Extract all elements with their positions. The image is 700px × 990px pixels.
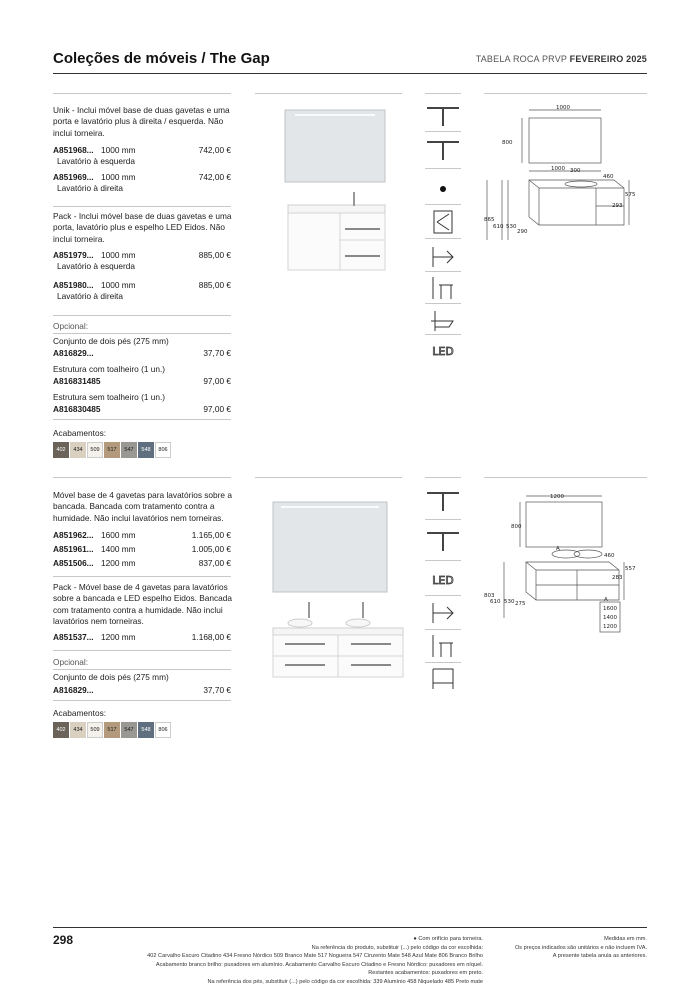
- item-ref: A816831485: [53, 376, 101, 386]
- item-price: 1.165,00 €: [191, 530, 231, 540]
- finish-swatch: [53, 442, 69, 458]
- item-price: 37,70 €: [203, 348, 231, 358]
- size-option: 1200: [603, 624, 617, 630]
- mirror-shape: [285, 110, 385, 182]
- finish-code: 806: [158, 447, 168, 453]
- s2-rule-drawing: [484, 477, 647, 478]
- item-price: 97,00 €: [203, 376, 231, 386]
- wall-hung-basin-icon: [425, 489, 461, 515]
- finish-code: 547: [124, 727, 134, 733]
- footer-note: Acabamento branco brilho: puxadores em alumínio. Acabamento Carvalho Escuro Citadino e Fresno Nórdico: puxadores em níquel.: [155, 961, 483, 968]
- footer-legal: [487, 935, 647, 961]
- item-ref: A816829...: [53, 685, 94, 695]
- item-ref: A851506...: [53, 558, 94, 568]
- faucet-shape: [308, 602, 310, 618]
- item-price: 1.168,00 €: [191, 632, 231, 642]
- footer-note: A presente tabela anula as anteriores.: [552, 953, 647, 959]
- s2-item-row: [53, 544, 231, 556]
- item-price: 1.005,00 €: [191, 544, 231, 554]
- finish-code: 434: [73, 727, 83, 733]
- s2-pack-row: [53, 632, 231, 644]
- dim-label: 610: [490, 599, 501, 605]
- basin-shape: [288, 619, 312, 627]
- dim-label: 1000: [556, 105, 570, 111]
- s2-intro: Móvel base de 4 gavetas para lavatórios sobre a bancada. Bancada com tratamento contra a humidade. Não inclui lavatórios nem torneiras.: [53, 490, 232, 523]
- item-ref: A851969...: [53, 172, 94, 182]
- dim-label: 290: [517, 229, 528, 235]
- s1-optional-row: [53, 348, 231, 360]
- catalog-reference-date: FEVEREIRO 2025: [569, 54, 647, 64]
- s1-finishes-label: Acabamentos:: [53, 428, 107, 438]
- svg-text:LED: LED: [432, 345, 454, 358]
- item-price: 37,70 €: [203, 685, 231, 695]
- finish-code: 402: [56, 447, 66, 453]
- optional-desc: Conjunto de dois pés (275 mm): [53, 672, 169, 682]
- faucet-shape: [362, 602, 364, 618]
- page-number: 298: [53, 933, 74, 947]
- s1-item-row: [53, 172, 231, 194]
- header-rule: [53, 73, 647, 74]
- s1-pack-row: [53, 280, 231, 302]
- item-ref: A816829...: [53, 348, 94, 358]
- s1-divider: [53, 206, 231, 207]
- item-price: 885,00 €: [198, 280, 231, 290]
- dim-label: A: [556, 546, 560, 552]
- s2-finishes-label: Acabamentos:: [53, 708, 107, 718]
- dim-label: 530: [506, 224, 517, 230]
- cabinet-shape: [288, 213, 385, 270]
- item-ref: A816830485: [53, 404, 101, 414]
- drawer-handle: [345, 255, 380, 257]
- dim-label: 800: [511, 524, 522, 530]
- item-dimension: 1000 mm: [101, 280, 136, 290]
- dim-label: 460: [604, 553, 615, 559]
- floor-standing-legs-icon: [425, 633, 461, 659]
- finish-swatch: [53, 722, 69, 738]
- s2-rule-photo: [255, 477, 402, 478]
- dim-label: 293: [612, 203, 623, 209]
- s1-rule-text: [53, 93, 231, 94]
- s2-divider: [53, 650, 231, 651]
- finish-swatch: [155, 722, 171, 738]
- dim-label: 803: [484, 593, 495, 599]
- finish-swatch: [121, 442, 137, 458]
- optional-desc: Conjunto de dois pés (275 mm): [53, 336, 169, 346]
- cabinet-outline: [526, 562, 619, 600]
- finish-swatch: [155, 442, 171, 458]
- item-ref: A851979...: [53, 250, 94, 260]
- finish-code: 517: [107, 727, 117, 733]
- s2-optional-row: [53, 685, 231, 697]
- s2-item-row: [53, 558, 231, 570]
- footer-note: Na referência do produto, substituir (...) pelo código da cor escolhida:: [311, 944, 483, 951]
- item-variant: Lavatório à esquerda: [57, 156, 135, 166]
- drawer-handle: [351, 643, 391, 645]
- basin-profile-icon: [425, 307, 461, 333]
- footer-note: Medidas em mm.: [604, 936, 647, 942]
- s1-rule-icons: [425, 93, 461, 94]
- s1-divider: [53, 419, 231, 420]
- footer-note: Os preços indicados são unitários e não incluem IVA.: [514, 944, 647, 951]
- mirror-outline: [526, 502, 602, 547]
- wall-mounted-cabinet-icon: [425, 243, 461, 269]
- mirror-led-strip: [281, 506, 379, 508]
- item-variant: Lavatório à esquerda: [57, 261, 135, 271]
- item-ref: A851968...: [53, 145, 94, 155]
- dim-label: 530: [504, 599, 515, 605]
- finish-swatch: [70, 442, 86, 458]
- item-ref: A851980...: [53, 280, 94, 290]
- item-price: 742,00 €: [198, 172, 231, 182]
- s1-divider: [53, 333, 231, 334]
- catalog-reference-prefix: TABELA ROCA PRVP: [475, 54, 570, 64]
- wall-mounted-cabinet-icon: [425, 599, 461, 625]
- footer-note: 402 Carvalho Escuro Citadino 434 Fresno Nórdico 509 Branco Mate 517 Nogueira 547 Cinzento Mate 548 Azul Mate 806 Branco Brilho: [147, 953, 483, 959]
- item-variant: Lavatório à direita: [57, 183, 123, 193]
- item-price: 742,00 €: [198, 145, 231, 155]
- item-ref: A851961...: [53, 544, 94, 554]
- finish-swatch: [138, 722, 154, 738]
- finish-swatch: [87, 722, 103, 738]
- finish-swatch: [121, 722, 137, 738]
- finish-swatch: [104, 442, 120, 458]
- item-variant: Lavatório à direita: [57, 291, 123, 301]
- item-dimension: 1200 mm: [101, 632, 136, 642]
- mirror-shape: [273, 502, 387, 592]
- finish-code: 548: [141, 447, 151, 453]
- s1-product-image: [255, 100, 405, 280]
- optional-desc: Estrutura com toalheiro (1 un.): [53, 364, 166, 374]
- finish-code: 402: [56, 727, 66, 733]
- s2-pack-intro: Pack - Móvel base de 4 gavetas para lavatórios sobre a bancada e LED espelho Eidos. Bancada com tratamento contra a humidade. Não inclui lavatórios nem torneiras.: [53, 582, 232, 627]
- s1-technical-drawing: [484, 100, 647, 280]
- basin-top-shape: [288, 205, 385, 213]
- s2-optional-label: Opcional:: [53, 657, 89, 667]
- finish-code: 509: [90, 727, 100, 733]
- item-dimension: 1600 mm: [101, 530, 136, 540]
- finish-code: 509: [90, 447, 100, 453]
- finish-swatch: [87, 442, 103, 458]
- countertop-basin-icon: [425, 138, 461, 164]
- s2-finish-swatches: [53, 722, 171, 738]
- dim-label: 800: [502, 140, 513, 146]
- dim-label: 300: [570, 168, 581, 174]
- footer-rule: [53, 927, 647, 928]
- dim-label: 275: [515, 601, 526, 607]
- footer-note: Restantes acabamentos: puxadores em preto.: [368, 970, 483, 976]
- s2-divider: [53, 700, 231, 701]
- item-dimension: 1200 mm: [101, 558, 136, 568]
- s1-rule-drawing: [484, 93, 647, 94]
- item-dimension: 1000 mm: [101, 145, 136, 155]
- dim-label: 610: [493, 224, 504, 230]
- basin-shape: [346, 619, 370, 627]
- s2-technical-drawing: [484, 490, 647, 640]
- s2-product-image: [255, 490, 405, 685]
- dim-label: 865: [484, 217, 495, 223]
- s1-optional-row: [53, 376, 231, 388]
- size-option: 1400: [603, 615, 617, 621]
- s2-rule-icons: [425, 477, 461, 478]
- dim-label: 283: [612, 575, 623, 581]
- led-icon: [425, 567, 461, 593]
- catalog-reference: [476, 54, 647, 64]
- wall-hung-basin-icon: [425, 104, 461, 130]
- item-price: 837,00 €: [198, 558, 231, 568]
- finish-swatch: [70, 722, 86, 738]
- s1-pack-intro: Pack - Inclui móvel base de duas gavetas e uma porta, lavatório plus e espelho LED Eidos. Não inclui torneira.: [53, 211, 232, 244]
- drawer-handle: [285, 643, 325, 645]
- finish-code: 548: [141, 727, 151, 733]
- item-ref: A851537...: [53, 632, 94, 642]
- s1-optional-row: [53, 404, 231, 416]
- item-dimension: 1000 mm: [101, 172, 136, 182]
- s1-intro: Unik - Inclui móvel base de duas gavetas e uma porta e lavatório plus à direita / esquerda. Não inclui torneira.: [53, 105, 230, 138]
- finish-swatch: [138, 442, 154, 458]
- finish-code: 517: [107, 447, 117, 453]
- faucet-shape: [353, 192, 355, 206]
- item-ref: A851962...: [53, 530, 94, 540]
- dim-label: A: [604, 597, 608, 603]
- dim-label: 575: [625, 192, 636, 198]
- page-title: Coleções de móveis / The Gap: [53, 50, 270, 67]
- drawer-handle: [351, 664, 391, 666]
- finish-code: 806: [158, 727, 168, 733]
- s1-optional-label: Opcional:: [53, 321, 89, 331]
- item-dimension: 1000 mm: [101, 250, 136, 260]
- finish-code: 434: [73, 447, 83, 453]
- floor-standing-legs-icon: [425, 275, 461, 301]
- s1-item-row: [53, 145, 231, 167]
- s2-divider: [53, 669, 231, 670]
- s1-rule-photo: [255, 93, 402, 94]
- finish-swatch: [104, 722, 120, 738]
- countertop-shape: [273, 628, 403, 635]
- optional-desc: Estrutura sem toalheiro (1 un.): [53, 392, 166, 402]
- item-dimension: 1400 mm: [101, 544, 136, 554]
- finish-code: 547: [124, 447, 134, 453]
- s1-pack-row: [53, 250, 231, 272]
- s2-rule-text: [53, 477, 231, 478]
- s2-divider: [53, 576, 231, 577]
- mirror-led-strip: [295, 114, 375, 116]
- size-option: 1600: [603, 606, 617, 612]
- footer-note: Na referência dos pés, substituir (...) pelo código da cor escolhida: 339 Alumínio 458 Niquelado 485 Preto mate: [207, 978, 483, 985]
- soft-close-drawer-icon: [425, 209, 461, 235]
- s1-divider: [53, 315, 231, 316]
- dim-label: 460: [603, 174, 614, 180]
- led-icon: [425, 338, 461, 364]
- s2-item-row: [53, 530, 231, 542]
- s1-finish-swatches: [53, 442, 171, 458]
- drawer-handle: [285, 664, 325, 666]
- footer-notes: [63, 935, 483, 986]
- mirror-outline: [529, 118, 601, 163]
- dim-label: 1200: [550, 494, 564, 500]
- dim-label: 1000: [551, 166, 565, 172]
- dim-label: 557: [625, 566, 636, 572]
- tap-hole-dot-icon: [425, 176, 461, 202]
- item-price: 97,00 €: [203, 404, 231, 414]
- svg-text:LED: LED: [432, 574, 454, 587]
- footer-note: ● Com orifício para torneira.: [413, 936, 483, 942]
- drawer-handle: [345, 228, 380, 230]
- countertop-basin-icon: [425, 529, 461, 555]
- legs-frame-icon: [425, 665, 461, 691]
- item-price: 885,00 €: [198, 250, 231, 260]
